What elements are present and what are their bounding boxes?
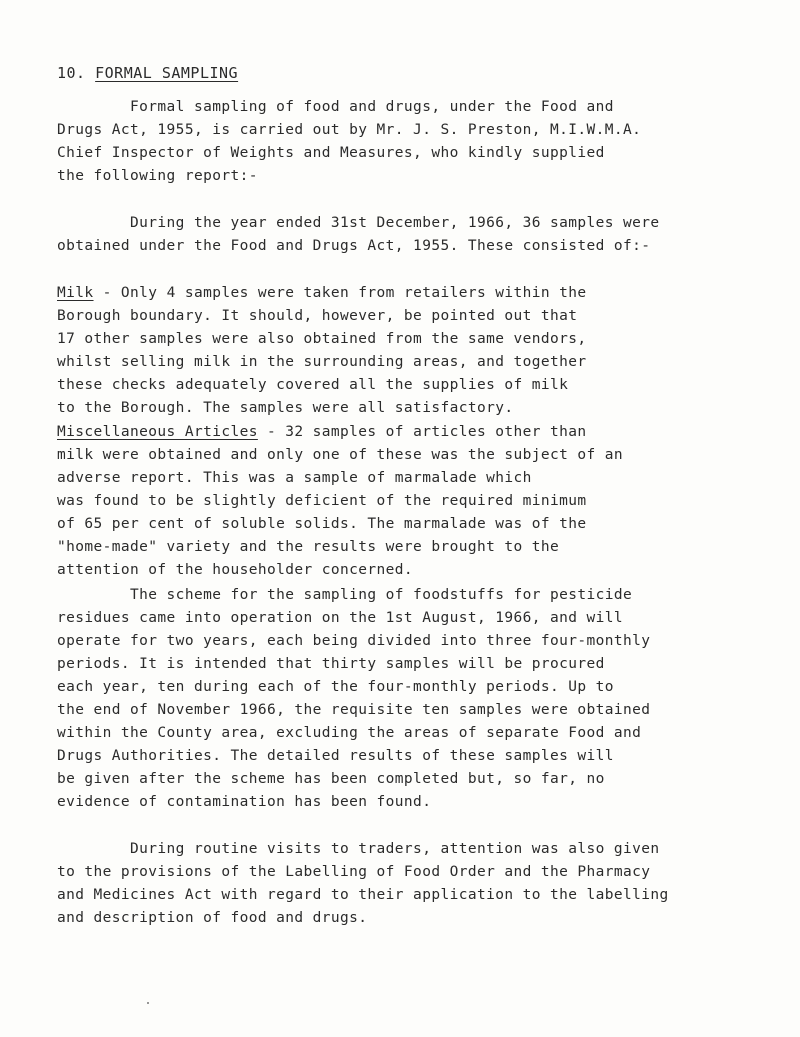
text-line: The scheme for the sampling of foodstuffs for pesticide xyxy=(57,587,633,603)
text-line: to the Borough. The samples were all satisfactory. xyxy=(57,400,514,416)
text-line: During routine visits to traders, attention was also given xyxy=(57,841,660,857)
section-title: FORMAL SAMPLING xyxy=(95,64,239,82)
text-line: obtained under the Food and Drugs Act, 1955. These consisted of:- xyxy=(57,238,651,254)
text-line: the following report:- xyxy=(57,168,258,184)
text-line: was found to be slightly deficient of the required minimum xyxy=(57,493,587,509)
text-line: "home-made" variety and the results were brought to the xyxy=(57,539,560,555)
text-line: milk were obtained and only one of these was the subject of an xyxy=(57,447,624,463)
text-line: operate for two years, each being divided into three four-monthly xyxy=(57,633,651,649)
labelling-paragraph xyxy=(57,838,797,930)
text-line: be given after the scheme has been completed but, so far, no xyxy=(57,771,605,787)
milk-first-line: - Only 4 samples were taken from retailers within the xyxy=(93,285,587,301)
scan-speck xyxy=(147,1002,149,1004)
text-line: periods. It is intended that thirty samples will be procured xyxy=(57,656,605,672)
intro-paragraph xyxy=(57,96,797,188)
text-line: adverse report. This was a sample of marmalade which xyxy=(57,470,532,486)
text-line: the end of November 1966, the requisite ten samples were obtained xyxy=(57,702,651,718)
text-line: whilst selling milk in the surrounding areas, and together xyxy=(57,354,587,370)
section-number: 10. xyxy=(57,64,86,82)
text-line xyxy=(57,421,797,444)
pesticide-paragraph xyxy=(57,584,797,814)
text-line: Chief Inspector of Weights and Measures, who kindly supplied xyxy=(57,145,605,161)
text-line: these checks adequately covered all the supplies of milk xyxy=(57,377,569,393)
text-line: 17 other samples were also obtained from the same vendors, xyxy=(57,331,587,347)
text-line: and Medicines Act with regard to their application to the labelling xyxy=(57,887,669,903)
text-line: evidence of contamination has been found. xyxy=(57,794,432,810)
text-line: Drugs Act, 1955, is carried out by Mr. J. S. Preston, M.I.W.M.A. xyxy=(57,122,642,138)
text-line: each year, ten during each of the four-monthly periods. Up to xyxy=(57,679,614,695)
miscellaneous-heading: Miscellaneous Articles xyxy=(57,424,258,440)
text-line: within the County area, excluding the areas of separate Food and xyxy=(57,725,642,741)
summary-paragraph xyxy=(57,212,797,258)
miscellaneous-paragraph xyxy=(57,421,797,582)
milk-heading: Milk xyxy=(57,285,94,301)
text-line: During the year ended 31st December, 1966, 36 samples were xyxy=(57,215,660,231)
miscellaneous-first-line: - 32 samples of articles other than xyxy=(257,424,587,440)
text-line: Borough boundary. It should, however, be pointed out that xyxy=(57,308,578,324)
text-line xyxy=(57,282,797,305)
text-line: of 65 per cent of soluble solids. The marmalade was of the xyxy=(57,516,587,532)
text-line: attention of the householder concerned. xyxy=(57,562,414,578)
text-line: residues came into operation on the 1st August, 1966, and will xyxy=(57,610,624,626)
milk-paragraph xyxy=(57,282,797,420)
text-line: Formal sampling of food and drugs, under the Food and xyxy=(57,99,614,115)
text-line: Drugs Authorities. The detailed results of these samples will xyxy=(57,748,614,764)
section-heading xyxy=(57,64,238,82)
text-line: to the provisions of the Labelling of Food Order and the Pharmacy xyxy=(57,864,651,880)
text-line: and description of food and drugs. xyxy=(57,910,368,926)
